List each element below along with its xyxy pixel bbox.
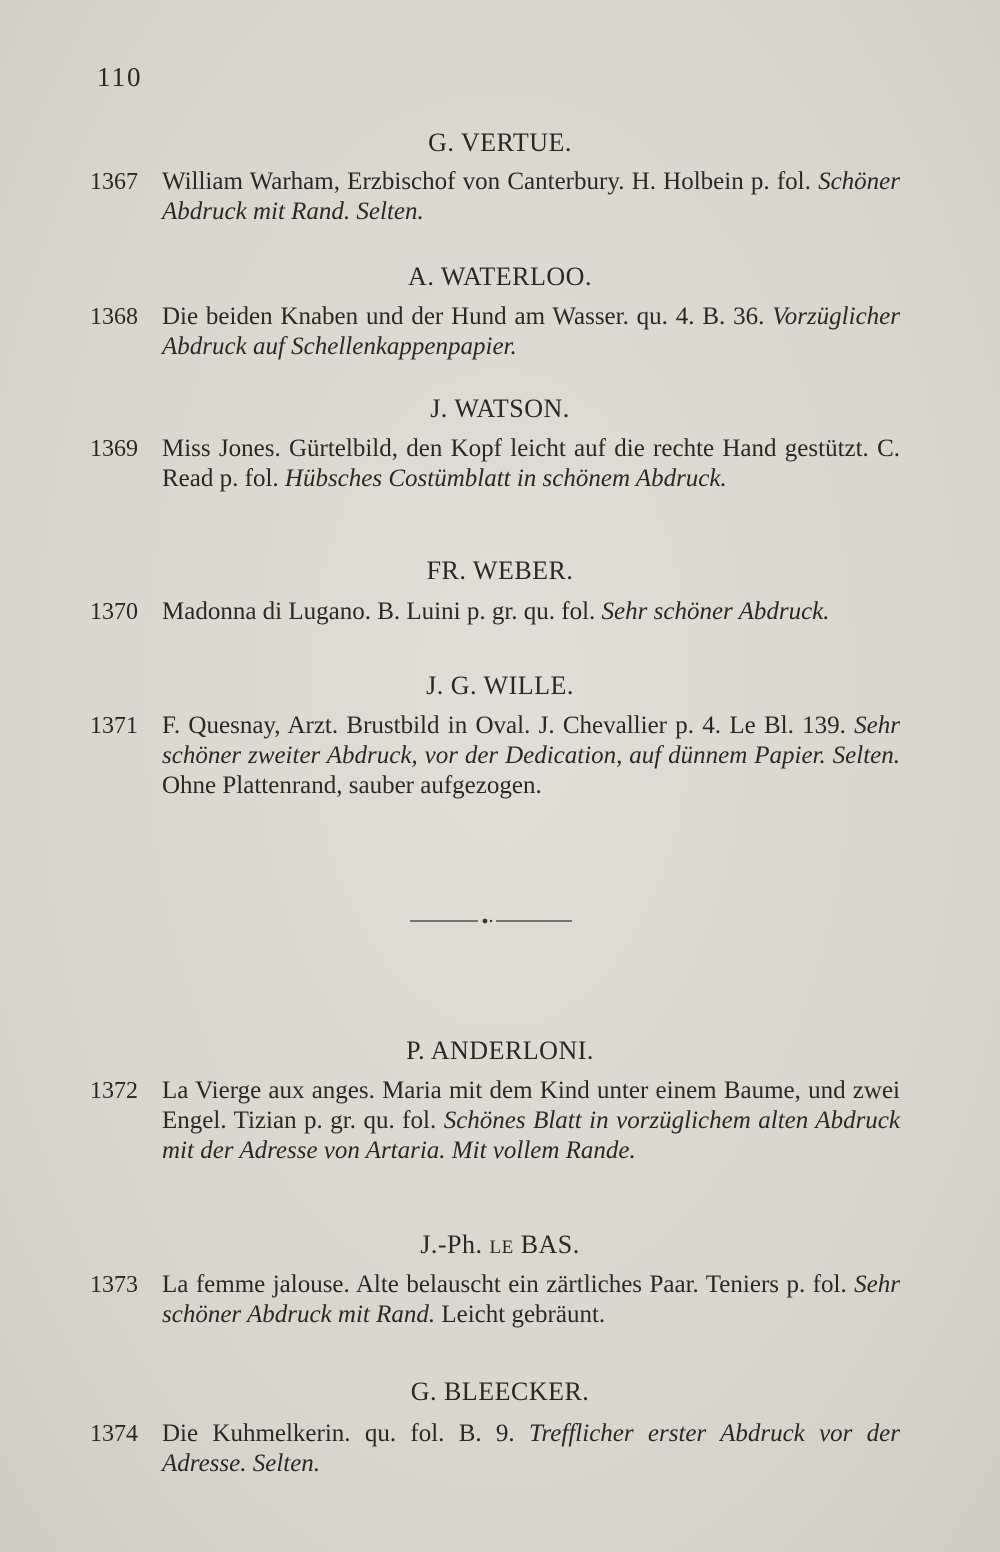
section-heading-anderloni: P. ANDERLONI. <box>406 1036 594 1065</box>
catalog-entry-1372 <box>90 1076 900 1166</box>
entry-remark: Ohne Plattenrand, sauber aufgezogen. <box>162 772 542 799</box>
section-heading-watson: J. WATSON. <box>430 394 570 423</box>
entry-remark: Leicht gebräunt. <box>435 1301 606 1328</box>
entry-condition-note: Hübsches Costümblatt in schönem Abdruck. <box>284 465 727 492</box>
entry-description: Miss Jones. Gürtelbild, den Kopf leicht auf die rechte Hand gestützt. C. Read p. fol. <box>162 435 900 492</box>
entry-condition-note: Sehr schöner Abdruck mit Rand. <box>162 1271 900 1328</box>
entry-text <box>162 434 900 494</box>
entry-description: William Warham, Erzbischof von Canterbury. H. Holbein p. fol. <box>162 168 819 195</box>
catalog-entry-1368 <box>90 302 900 362</box>
section-heading-weber: FR. WEBER. <box>426 556 574 585</box>
page-number: 110 <box>97 62 143 92</box>
section-heading-waterloo: A. WATERLOO. <box>408 262 592 291</box>
entry-condition-note: Schönes Blatt in vorzüglichem alten Abdruck mit der Adresse von Artaria. Mit vollem Rande. <box>162 1107 900 1164</box>
section-heading-bleecker: G. BLEECKER. <box>410 1377 590 1406</box>
section-heading-wille: J. G. WILLE. <box>426 671 574 700</box>
heading-prefix: J.-Ph. <box>420 1230 490 1259</box>
entry-condition-note: Vorzüglicher Abdruck auf Schellenkappenpapier. <box>162 303 900 360</box>
section-heading-vertue: G. VERTUE. <box>428 128 572 157</box>
catalog-entry-1367 <box>90 167 900 227</box>
entry-description: Die beiden Knaben und der Hund am Wasser. qu. 4. B. 36. <box>162 303 773 330</box>
entry-number: 1367 <box>90 169 138 195</box>
entry-number: 1372 <box>90 1078 138 1104</box>
catalog-entry-1369 <box>90 434 900 494</box>
entry-text <box>162 1419 900 1479</box>
entry-text <box>162 1076 900 1166</box>
entry-condition-note: Trefflicher erster Abdruck vor der Adresse. Selten. <box>162 1420 901 1477</box>
entry-number: 1368 <box>90 304 138 330</box>
entry-condition-note: Sehr schöner Abdruck. <box>601 598 830 625</box>
entry-text <box>162 597 900 627</box>
section-heading-le-bas <box>0 1230 1000 1260</box>
catalog-entry-1374 <box>90 1419 900 1479</box>
entry-number: 1373 <box>90 1272 138 1298</box>
entry-number: 1369 <box>90 436 138 462</box>
catalog-entry-1371 <box>90 711 900 801</box>
entry-number: 1371 <box>90 713 138 739</box>
entry-text <box>162 711 900 801</box>
heading-small-caps: LE <box>489 1237 514 1258</box>
entry-description: La Vierge aux anges. Maria mit dem Kind unter einem Baume, und zwei Engel. Tizian p. gr. qu. fol. <box>162 1077 900 1134</box>
entry-description: La femme jalouse. Alte belauscht ein zärtliches Paar. Teniers p. fol. <box>162 1271 855 1298</box>
entry-text <box>162 302 900 362</box>
entry-number: 1370 <box>90 599 138 625</box>
heading-suffix: BAS. <box>513 1230 580 1259</box>
entry-text <box>162 167 900 227</box>
catalog-entry-1370 <box>90 597 900 627</box>
entry-condition-note: Schöner Abdruck mit Rand. Selten. <box>162 168 900 225</box>
entry-description: F. Quesnay, Arzt. Brustbild in Oval. J. Chevallier p. 4. Le Bl. 139. <box>162 712 855 739</box>
entry-text <box>162 1270 900 1330</box>
entry-number: 1374 <box>90 1421 138 1447</box>
entry-description: Die Kuhmelkerin. qu. fol. B. 9. <box>162 1420 529 1447</box>
catalog-entry-1373 <box>90 1270 900 1330</box>
entry-condition-note: Sehr schöner zweiter Abdruck, vor der Dedication, auf dünnem Papier. Selten. <box>162 712 900 769</box>
ornamental-divider <box>410 917 572 925</box>
entry-description: Madonna di Lugano. B. Luini p. gr. qu. fol. <box>162 598 602 625</box>
